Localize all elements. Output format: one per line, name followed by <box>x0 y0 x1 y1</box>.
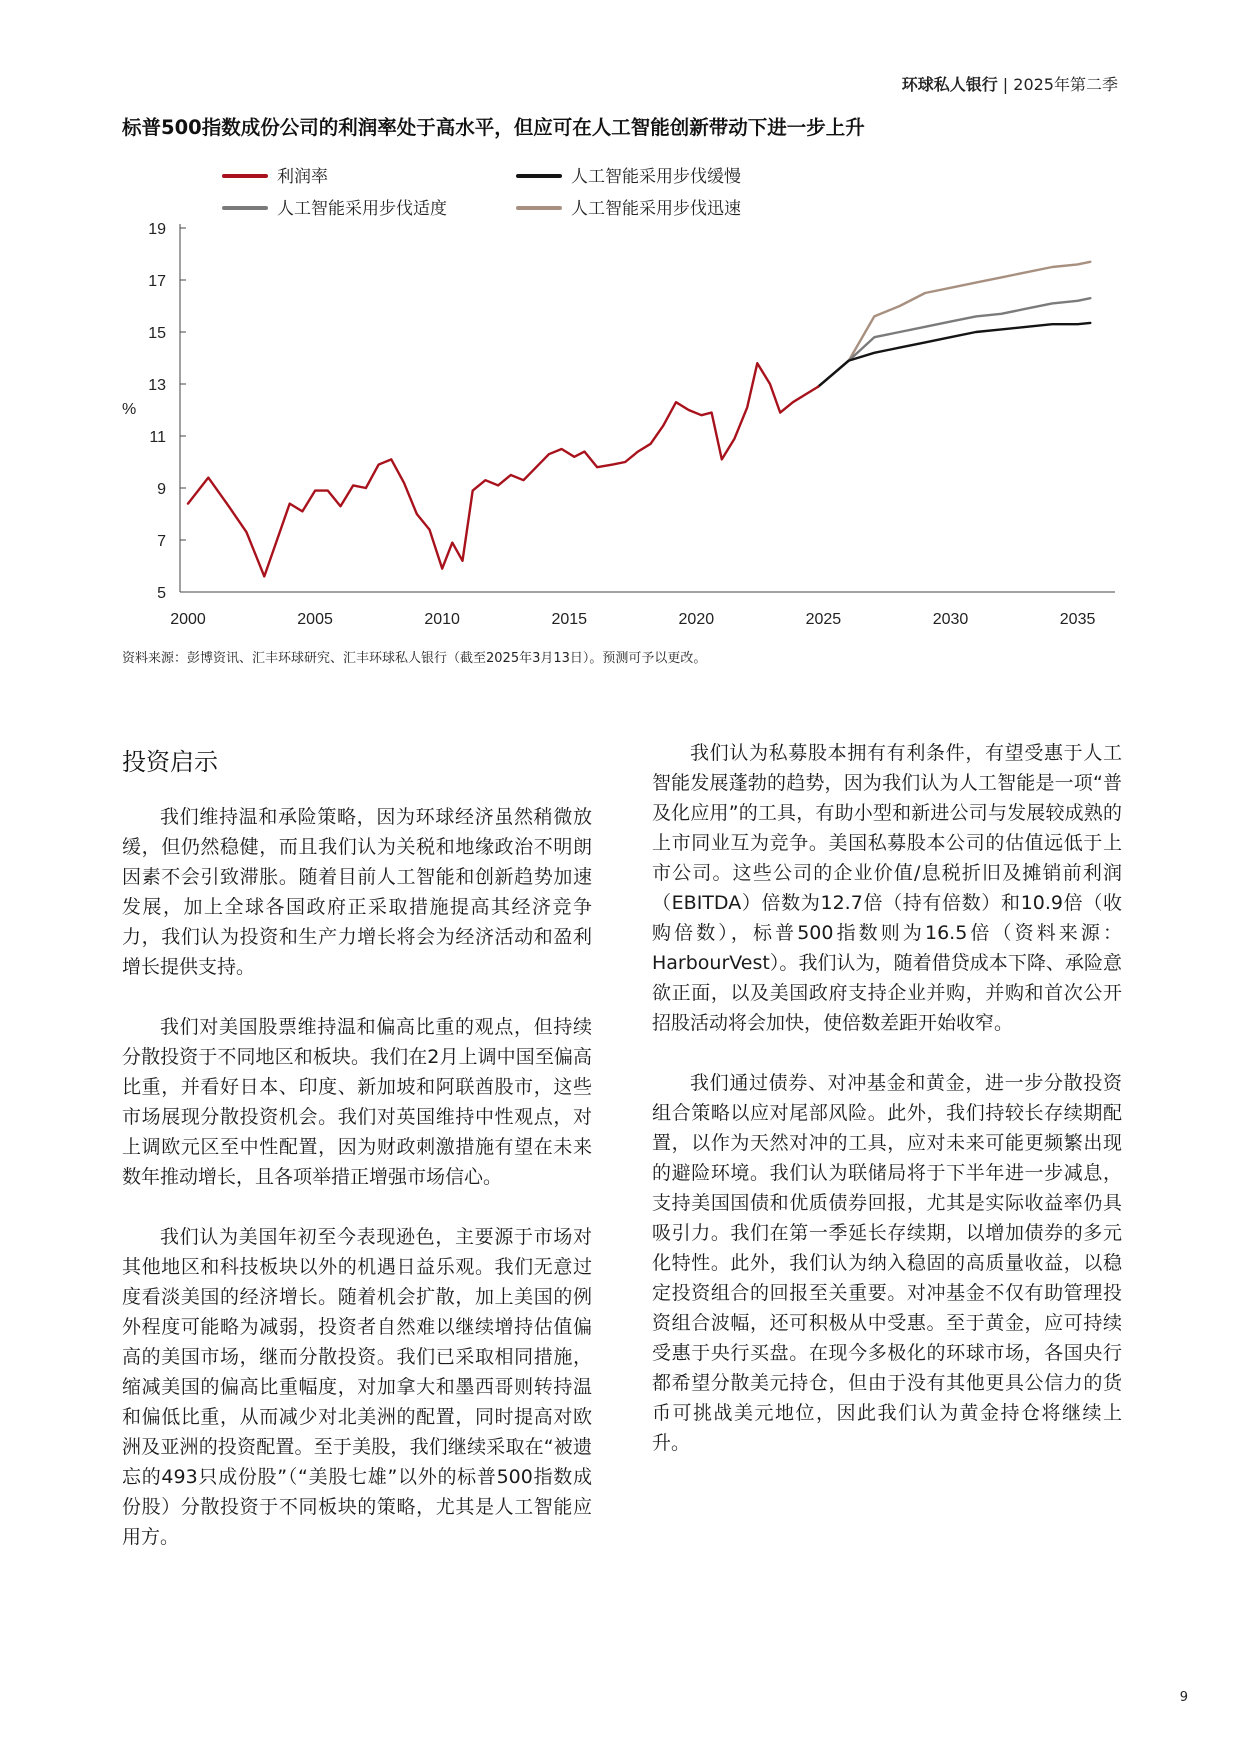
x-tick-label: 2000 <box>170 611 206 628</box>
y-tick-label: 15 <box>148 325 166 342</box>
y-tick-label: 11 <box>149 429 166 446</box>
y-tick-label: 9 <box>157 481 166 498</box>
x-tick-label: 2010 <box>424 611 460 628</box>
y-tick-label: 17 <box>148 273 166 290</box>
chart-legend <box>224 167 741 218</box>
paragraph-4: 我们认为私募股本拥有有利条件，有望受惠于人工智能发展蓬勃的趋势，因为我们认为人工智能是一项“普及化应用”的工具，有助小型和新进公司与发展较成熟的上市同业互为竞争。美国私募股本公司的估值远低于上市公司。这些公司的企业价值/息税折旧及摊销前利润（EBITDA）倍数为12.7倍（持有倍数）和10.9倍（收购倍数），标普500指数则为16.5倍（资料来源：HarbourVest）。我们认为，随着借贷成本下降、承险意欲正面，以及美国政府支持企业并购，并购和首次公开招股活动将会加快，使倍数差距开始收窄。 <box>652 742 1122 1034</box>
x-axis <box>170 592 1115 628</box>
legend-label: 人工智能采用步伐迅速 <box>571 199 741 218</box>
paragraph-5: 我们通过债券、对冲基金和黄金，进一步分散投资组合策略以应对尾部风险。此外，我们持较长存续期配置，以作为天然对冲的工具，应对未来可能更频繁出现的避险环境。我们认为联储局将于下半年进一步减息，支持美国国债和优质债券回报，尤其是实际收益率仍具吸引力。我们在第一季延长存续期，以增加债券的多元化特性。此外，我们认为纳入稳固的高质量收益，以稳定投资组合的回报至关重要。对冲基金不仅有助管理投资组合波幅，还可积极从中受惠。至于黄金，应可持续受惠于央行买盘。在现今多极化的环球市场，各国央行都希望分散美元持仓，但由于没有其他更具公信力的货币可挑战美元地位，因此我们认为黄金持仓将继续上升。 <box>652 1072 1122 1454</box>
section-heading: 投资启示 <box>122 748 218 776</box>
x-tick-label: 2035 <box>1059 611 1096 628</box>
chart-lines <box>188 262 1090 577</box>
y-tick-label: 5 <box>157 585 166 602</box>
y-axis <box>148 221 186 602</box>
paragraph-3: 我们认为美国年初至今表现逊色，主要源于市场对其他地区和科技板块以外的机遇日益乐观。我们无意过度看淡美国的经济增长。随着机会扩散，加上美国的例外程度可能略为减弱，投资者自然难以继续增持估值偏高的美国市场，继而分散投资。我们已采取相同措施，缩减美国的偏高比重幅度，对加拿大和墨西哥则转持温和偏低比重，从而减少对北美洲的配置，同时提高对欧洲及亚洲的投资配置。至于美股，我们继续采取在“被遗忘的493只成份股”（“美股七雄”以外的标普500指数成份股）分散投资于不同板块的策略，尤其是人工智能应用方。 <box>122 1226 592 1548</box>
y-tick-label: 19 <box>148 221 166 238</box>
x-tick-label: 2030 <box>932 611 969 628</box>
brand-name: 环球私人银行 <box>901 75 998 94</box>
y-axis-label: % <box>122 401 137 418</box>
paragraph-2: 我们对美国股票维持温和偏高比重的观点，但持续分散投资于不同地区和板块。我们在2月上调中国至偏高比重，并看好日本、印度、新加坡和阿联酋股市，这些市场展现分散投资机会。我们对英国维持中性观点，对上调欧元区至中性配置，因为财政刺激措施有望在未来数年推动增长，且各项举措正增强市场信心。 <box>122 1016 592 1188</box>
legend-label: 人工智能采用步伐缓慢 <box>571 167 741 186</box>
legend-label: 人工智能采用步伐适度 <box>277 199 447 218</box>
chart-source: 资料来源：彭博资讯、汇丰环球研究、汇丰环球私人银行（截至2025年3月13日）。预测可予以更改。 <box>122 651 707 666</box>
page-number: 9 <box>1179 1690 1188 1705</box>
x-tick-label: 2020 <box>678 611 715 628</box>
right-column <box>652 738 1122 1488</box>
profit-margin-line <box>188 363 818 576</box>
profit-margin-chart <box>0 150 1240 650</box>
slow-ai-adoption-line <box>818 323 1090 387</box>
header-period: 2025年第二季 <box>1013 75 1118 94</box>
left-column <box>122 738 592 1582</box>
y-tick-label: 13 <box>148 377 166 394</box>
header-separator: | <box>997 75 1014 94</box>
legend-label: 利润率 <box>277 167 328 186</box>
x-tick-label: 2005 <box>297 611 333 628</box>
x-tick-label: 2025 <box>805 611 842 628</box>
paragraph-1: 我们维持温和承险策略，因为环球经济虽然稍微放缓，但仍然稳健，而且我们认为关税和地缘政治不明朗因素不会引致滞胀。随着目前人工智能和创新趋势加速发展，加上全球各国政府正采取措施提高其经济竞争力，我们认为投资和生产力增长将会为经济活动和盈利增长提供支持。 <box>122 806 592 978</box>
y-tick-label: 7 <box>157 533 166 550</box>
page-header <box>902 72 1118 95</box>
chart-title: 标普500指数成份公司的利润率处于高水平，但应可在人工智能创新带动下进一步上升 <box>122 116 865 139</box>
x-tick-label: 2015 <box>551 611 588 628</box>
